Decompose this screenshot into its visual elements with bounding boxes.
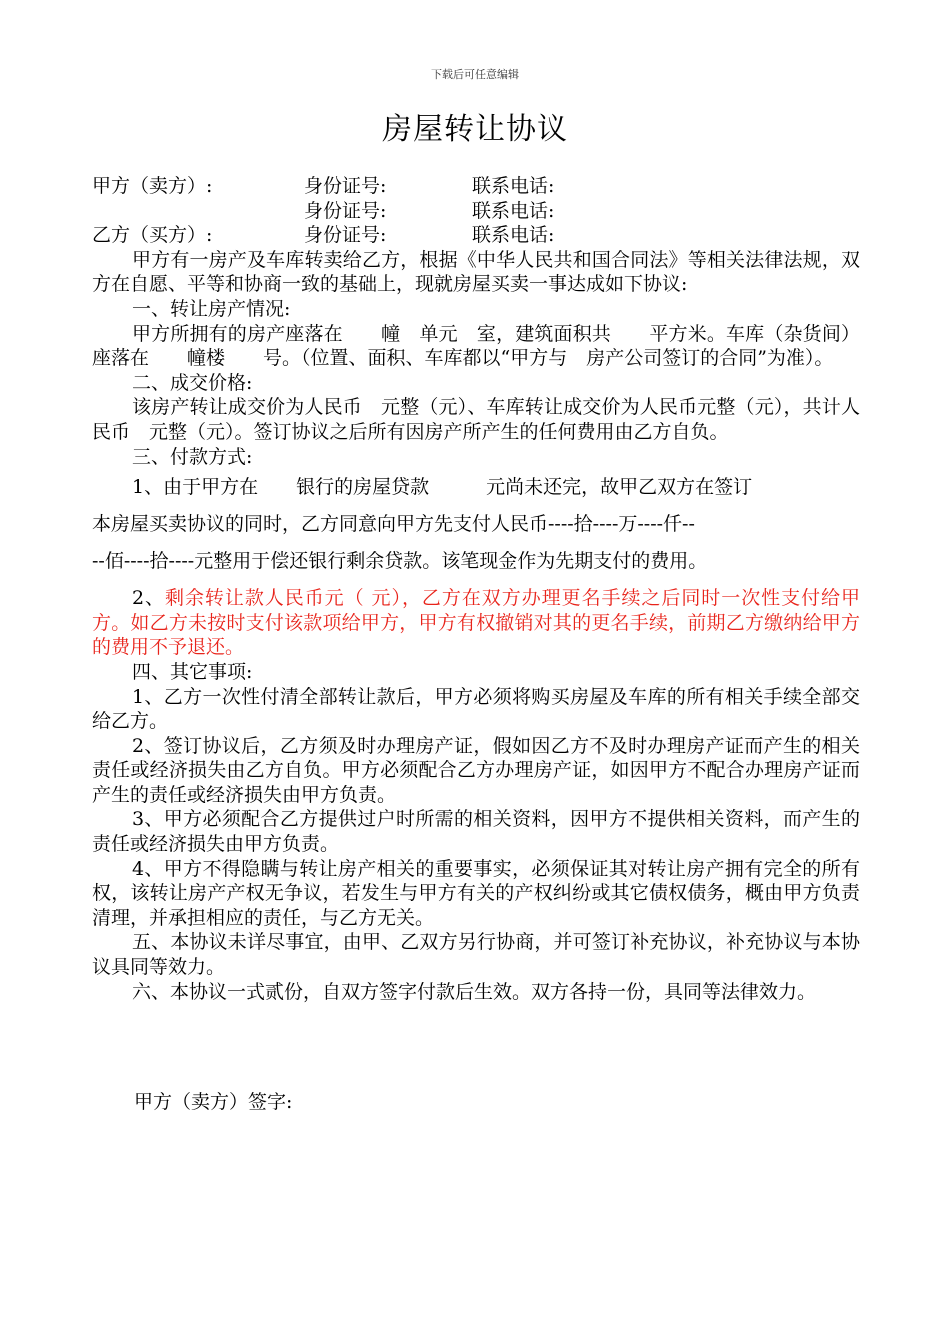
intro-paragraph: 甲方有一房产及车库转卖给乙方，根据《中华人民共和国合同法》等相关法律法规，双方在自愿、平等和协商一致的基础上，现就房屋买卖一事达成如下协议: xyxy=(92,248,860,296)
id-number-label: 身份证号: xyxy=(304,199,387,222)
section-1-body: 甲方所拥有的房产座落在 幢 单元 室，建筑面积共 平方米。车库（杂货间）座落在 幢楼 号。（位置、面积、车库都以“甲方与 房产公司签订的合同”为准）。 xyxy=(92,322,860,370)
payment-line: 本房屋买卖协议的同时，乙方同意向甲方先支付人民币----拾----万----仟-- xyxy=(92,513,695,536)
section-2-body: 该房产转让成交价为人民币 元整（元）、车库转让成交价为人民币元整（元），共计人民币 元整（元）。签订协议之后所有因房产所产生的任何费用由乙方自负。 xyxy=(92,396,860,443)
header-note: 下载后可任意编辑 xyxy=(431,68,519,81)
party-label: 乙方（买方）: xyxy=(92,224,213,247)
party-label xyxy=(92,199,304,224)
section-heading: 四、其它事项: xyxy=(132,660,253,683)
phone-label: 联系电话: xyxy=(472,224,555,247)
agreement-body xyxy=(92,174,860,1115)
payment-item-2 xyxy=(92,586,860,660)
section-heading: 一、转让房产情况: xyxy=(132,297,291,320)
other-item: 4、甲方不得隐瞒与转让房产相关的重要事实，必须保证其对转让房产拥有完全的所有权，该转让房产产权无争议，若发生与甲方有关的产权纠纷或其它债权债务，概由甲方负责清理，并承担相应的责任，与乙方无关。 xyxy=(92,857,860,929)
id-number-label: 身份证号: xyxy=(304,224,387,247)
payment-line: 1、由于甲方在 银行的房屋贷款 元尚未还完，故甲乙双方在签订 xyxy=(132,476,753,499)
party-row xyxy=(92,223,860,248)
spacer xyxy=(92,1004,860,1090)
section-heading: 三、付款方式: xyxy=(132,445,253,468)
payment-line: --佰----拾----元整用于偿还银行剩余贷款。该笔现金作为先期支付的费用。 xyxy=(92,550,708,573)
id-number-label: 身份证号: xyxy=(304,175,387,197)
party-label: 甲方（卖方）: xyxy=(92,175,213,197)
section-5: 五、本协议未详尽事宜，由甲、乙双方另行协商，并可签订补充协议，补充协议与本协议具同等效力。 xyxy=(92,931,860,979)
section-heading: 二、成交价格: xyxy=(132,371,253,394)
other-item: 1、乙方一次性付清全部转让款后，甲方必须将购买房屋及车库的所有相关手续全部交给乙方。 xyxy=(92,685,860,733)
other-item: 2、签订协议后，乙方须及时办理房产证，假如因乙方不及时办理房产证而产生的相关责任或经济损失由乙方自负。甲方必须配合乙方办理房产证，如因甲方不配合办理房产证而产生的责任或经济损失由甲方负责。 xyxy=(92,734,860,806)
phone-label: 联系电话: xyxy=(472,175,555,197)
seller-signature-label: 甲方（卖方）签字: xyxy=(134,1091,293,1114)
page-title: 房屋转让协议 xyxy=(382,112,568,147)
item-number: 2、 xyxy=(132,587,165,610)
other-item: 3、甲方必须配合乙方提供过户时所需的相关资料，因甲方不提供相关资料，而产生的责任或经济损失由甲方负责。 xyxy=(92,808,860,856)
payment-item-1 xyxy=(92,469,860,580)
party-row xyxy=(92,199,860,224)
party-row xyxy=(92,174,860,199)
phone-label: 联系电话: xyxy=(472,199,555,222)
highlighted-clause: 剩余转让款人民币元（ 元），乙方在双方办理更名手续之后同时一次性支付给甲方。如乙方未按时支付该款项给甲方，甲方有权撤销对其的更名手续，前期乙方缴纳给甲方的费用不予退还。 xyxy=(92,587,860,659)
section-6: 六、本协议一式贰份，自双方签字付款后生效。双方各持一份，具同等法律效力。 xyxy=(132,980,817,1003)
